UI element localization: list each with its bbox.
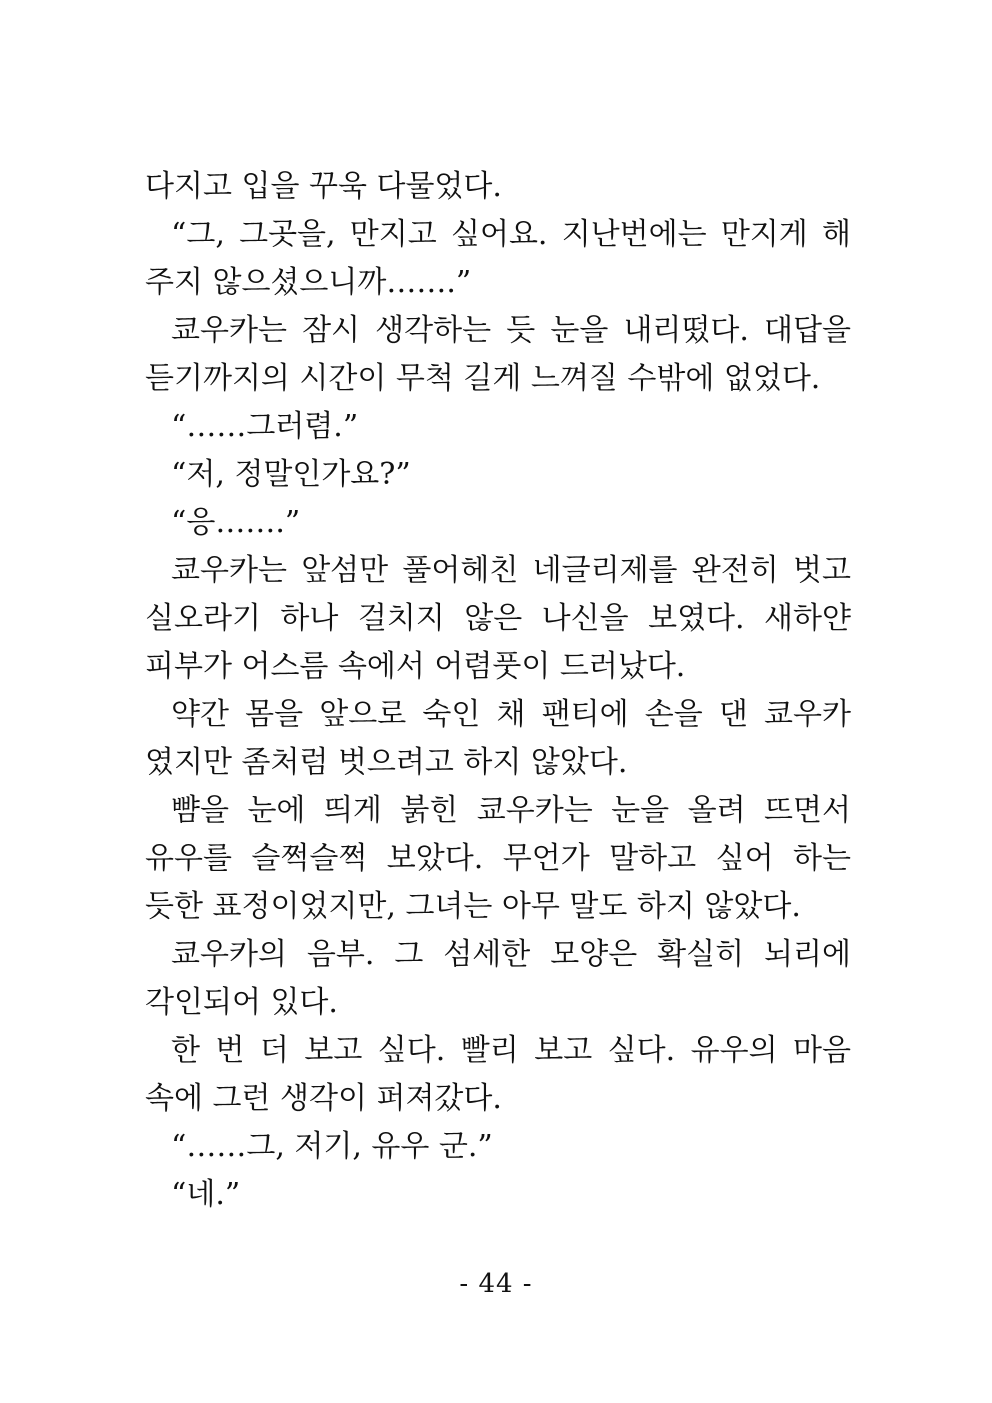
text-line: 쿄우카는 앞섬만 풀어헤친 네글리제를 완전히 벗고 (171, 553, 851, 588)
page-number: - 44 - (459, 1269, 533, 1299)
text-line: “저, 정말인가요?” (171, 457, 411, 492)
text-line: 속에 그런 생각이 퍼져갔다. (145, 1081, 502, 1116)
text-line: 한 번 더 보고 싶다. 빨리 보고 싶다. 유우의 마음 (171, 1033, 851, 1068)
text-line: 약간 몸을 앞으로 숙인 채 팬티에 손을 댄 쿄우카 (171, 697, 851, 732)
text-line: “그, 그곳을, 만지고 싶어요. 지난번에는 만지게 해 (171, 217, 851, 252)
text-line: 쿄우카의 음부. 그 섬세한 모양은 확실히 뇌리에 (171, 937, 851, 972)
text-line: 유우를 슬쩍슬쩍 보았다. 무언가 말하고 싶어 하는 (145, 841, 851, 876)
text-line: 쿄우카는 잠시 생각하는 듯 눈을 내리떴다. 대답을 (171, 313, 851, 348)
text-line: “……그, 저기, 유우 군.” (171, 1129, 493, 1164)
text-line: 듣기까지의 시간이 무척 길게 느껴질 수밖에 없었다. (145, 361, 821, 396)
body-text (145, 163, 851, 1219)
text-line: 였지만 좀처럼 벗으려고 하지 않았다. (145, 745, 628, 780)
text-line: 각인되어 있다. (145, 985, 338, 1020)
text-line: “응…….” (171, 505, 301, 540)
text-line: 뺨을 눈에 띄게 붉힌 쿄우카는 눈을 올려 뜨면서 (171, 793, 851, 828)
text-line: 피부가 어스름 속에서 어렴풋이 드러났다. (145, 649, 686, 684)
text-line: 실오라기 하나 걸치지 않은 나신을 보였다. 새하얀 (145, 601, 851, 636)
text-line: “……그러렴.” (171, 409, 359, 444)
text-line: 다지고 입을 꾸욱 다물었다. (145, 169, 502, 204)
text-line: 주지 않으셨으니까…….” (145, 265, 472, 300)
text-line: 듯한 표정이었지만, 그녀는 아무 말도 하지 않았다. (145, 889, 801, 924)
text-line: “네.” (171, 1177, 241, 1212)
